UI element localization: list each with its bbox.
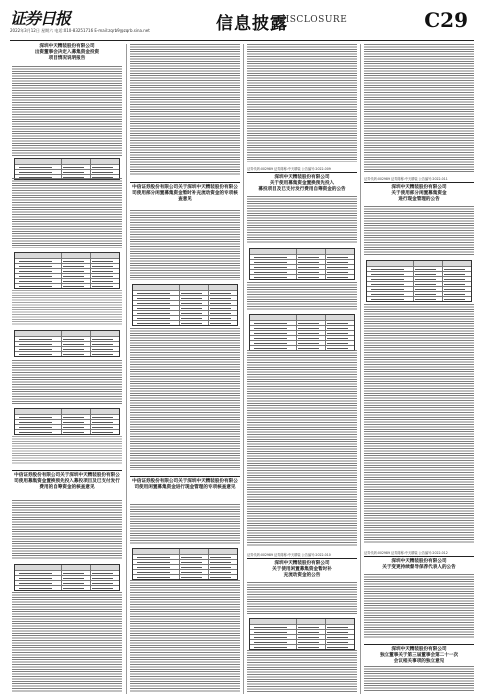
data-table [14, 158, 120, 180]
data-table [366, 260, 472, 302]
body-text [130, 44, 240, 176]
column-divider [360, 44, 361, 694]
data-table [249, 314, 355, 351]
body-text [12, 436, 122, 464]
body-text [247, 650, 357, 692]
announcement-title: 深圳中天精装股份有限公司 关于变更持续督导保荐代表人的公告 [364, 556, 474, 571]
body-text [12, 66, 122, 156]
data-table [132, 284, 238, 326]
body-text [364, 304, 474, 544]
body-text [12, 178, 122, 248]
body-text [364, 206, 474, 256]
newspaper-logo: 证券日报 [10, 9, 71, 28]
data-table [249, 248, 355, 280]
body-text [247, 44, 357, 162]
body-text [12, 290, 122, 326]
body-text [12, 360, 122, 404]
data-table [14, 408, 120, 435]
announcement-title: 中信证券股份有限公司关于深圳中天精装股份有限公司使用闲置募集资金进行现金管理的专项核查意见 [130, 476, 240, 491]
page-number: C29 [424, 8, 468, 32]
masthead [10, 6, 474, 41]
column-2 [130, 44, 240, 694]
securities-code-line: 证券代码:002989 证券简称:中天精装 公告编号:2022-009 [247, 167, 331, 171]
body-text [364, 44, 474, 172]
body-text [247, 350, 357, 546]
section-title: 信息披露 [216, 14, 288, 34]
body-text [12, 592, 122, 692]
announcement-title: 深圳中天精装股份有限公司 独立董事关于第三届董事会第二十一次 会议相关事项的独立意见 [364, 644, 474, 665]
section-title-english: DISCLOSURE [278, 15, 348, 25]
data-table [249, 618, 355, 650]
data-table [14, 252, 120, 289]
announcement-title: 深圳中天精装股份有限公司 关于使用部分闲置募集资金 进行现金管理的公告 [364, 182, 474, 203]
body-text [364, 666, 474, 692]
column-4 [364, 44, 474, 694]
data-table [132, 548, 238, 580]
body-text [130, 580, 240, 692]
body-text [247, 282, 357, 310]
body-text [364, 574, 474, 638]
column-divider [243, 44, 244, 694]
announcement-title: 中信证券股份有限公司关于深圳中天精装股份有限公司使用募集资金置换预先投入募投项目及已支付发行费用的自筹资金的核查意见 [12, 470, 122, 491]
announcement-title: 深圳中天精装股份有限公司 关于使用闲置募集资金暂时补 充流动资金的公告 [247, 558, 357, 579]
data-table [14, 330, 120, 357]
securities-code-line: 证券代码:002989 证券简称:中天精装 公告编号:2022-011 [364, 177, 448, 181]
body-text [130, 210, 240, 280]
body-text [247, 582, 357, 614]
data-table [14, 564, 120, 591]
body-text [130, 328, 240, 470]
issue-meta: 2022年3月12日 星期六 电话:010-83251716 E-mail:zqrb9@zqrb.sina.net [10, 28, 150, 33]
column-divider [126, 44, 127, 694]
announcement-title: 深圳中天精装股份有限公司 出资董事会决定入募集资金投资 项目情况说明报告 [34, 44, 100, 61]
announcement-title: 深圳中天精装股份有限公司 关于使用募集资金置换预先投入 募投项目及已支付发行费用自筹资金的公告 [247, 172, 357, 193]
body-text [247, 196, 357, 244]
securities-code-line: 证券代码:002989 证券简称:中天精装 公告编号:2022-012 [364, 551, 448, 555]
securities-code-line: 证券代码:002989 证券简称:中天精装 公告编号:2022-010 [247, 553, 331, 557]
column-1 [12, 44, 122, 694]
column-3 [247, 44, 357, 694]
announcement-title: 中信证券股份有限公司关于深圳中天精装股份有限公司使用部分闲置募集资金暂时补充流动资金的专项核查意见 [130, 182, 240, 203]
body-text [12, 500, 122, 560]
body-text [130, 504, 240, 544]
